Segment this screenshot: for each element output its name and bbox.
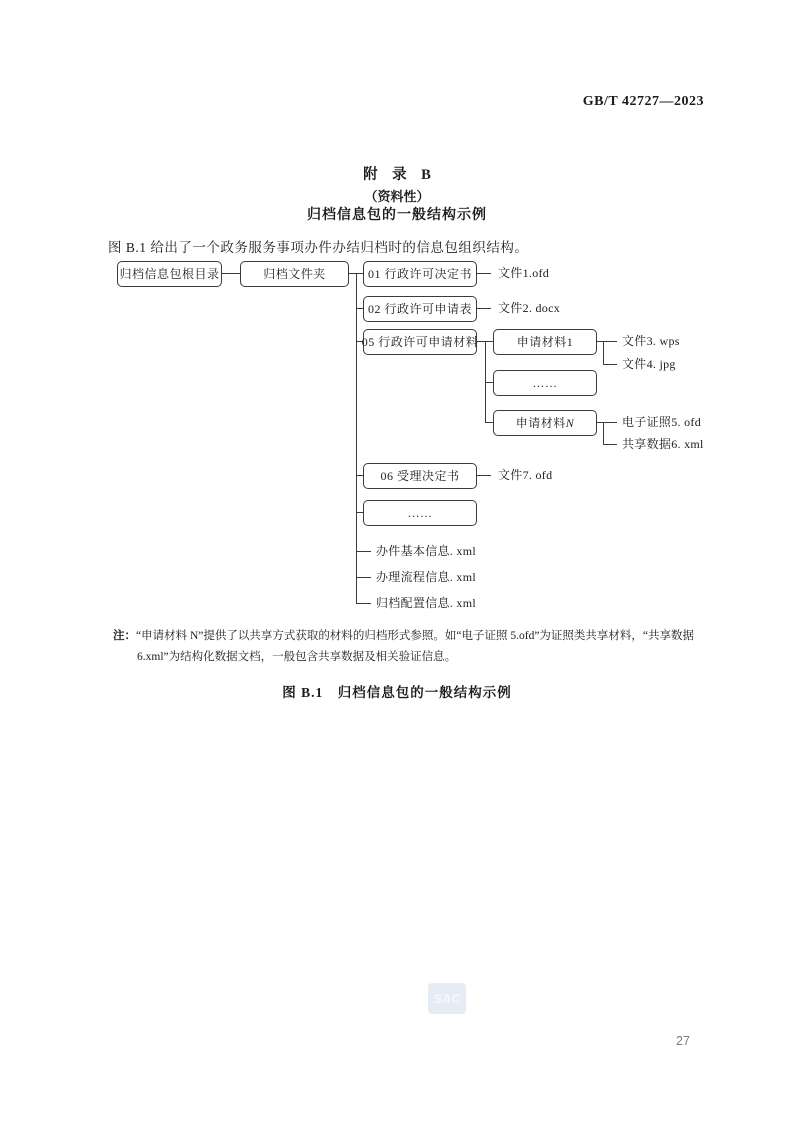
connector-line (356, 475, 363, 476)
node-item-01: 01 行政许可决定书 (363, 261, 477, 287)
node-archive-folder: 归档文件夹 (240, 261, 349, 287)
connector-line (603, 422, 617, 423)
standard-number: GB/T 42727—2023 (582, 94, 704, 109)
file-label: 共享数据6. xml (622, 437, 704, 451)
file-label: 文件2. docx (498, 301, 561, 315)
note-text: “申请材料 N”提供了以共享方式获取的材料的归档形式参照。如“电子证照 5.ofd”为证照类共享材料，“共享数据 6.xml”为结构化数据文档，一般包含共享数据及相关验证信息。 (136, 630, 695, 663)
page-number: 27 (676, 1034, 690, 1048)
connector-line (485, 382, 493, 383)
connector-line (485, 422, 493, 423)
file-label: 文件3. wps (622, 334, 680, 348)
metadata-file-label: 办理流程信息. xml (376, 570, 476, 584)
appendix-title: 附 录 B (363, 167, 431, 183)
connector-line (356, 512, 363, 513)
connector-line (603, 364, 617, 365)
node-item-06: 06 受理决定书 (363, 463, 477, 489)
node-material-n (493, 410, 597, 436)
file-label: 文件4. jpg (622, 357, 676, 371)
branch-line (603, 422, 604, 444)
sac-watermark-logo (428, 983, 466, 1014)
node-material-n-variable: N (565, 416, 575, 430)
node-items-ellipsis: …… (363, 500, 477, 526)
metadata-file-label: 办件基本信息. xml (376, 544, 476, 558)
intro-paragraph: 图 B.1 给出了一个政务服务事项办件办结归档时的信息包组织结构。 (108, 240, 529, 255)
connector-line (475, 308, 491, 309)
trunk-line (356, 273, 357, 603)
node-material-n-label: 申请材料 (515, 416, 566, 430)
branch-line (603, 341, 604, 364)
figure-note (113, 626, 737, 668)
watermark-text: SAC (433, 991, 461, 1006)
connector-line (475, 273, 491, 274)
metadata-file-label: 归档配置信息. xml (376, 596, 476, 610)
node-item-05: 05 行政许可申请材料 (363, 329, 477, 355)
node-item-02: 02 行政许可申请表 (363, 296, 477, 322)
connector-line (220, 273, 240, 274)
figure-caption: 图 B.1 归档信息包的一般结构示例 (282, 685, 512, 700)
file-label: 文件7. ofd (498, 468, 553, 482)
node-root-directory: 归档信息包根目录 (117, 261, 222, 287)
note-label: 注： (113, 630, 136, 642)
connector-line (475, 475, 491, 476)
connector-line (356, 577, 371, 578)
connector-line (356, 551, 371, 552)
connector-line (356, 308, 363, 309)
connector-line (485, 341, 493, 342)
appendix-subtitle: （资料性） (364, 189, 430, 204)
file-label: 文件1.ofd (498, 266, 550, 280)
connector-line (603, 341, 617, 342)
connector-line (356, 273, 363, 274)
connector-line (356, 603, 371, 604)
appendix-heading: 归档信息包的一般结构示例 (307, 208, 487, 223)
node-material-ellipsis: …… (493, 370, 597, 396)
file-label: 电子证照5. ofd (622, 415, 701, 429)
connector-line (603, 444, 617, 445)
node-material-1: 申请材料1 (493, 329, 597, 355)
